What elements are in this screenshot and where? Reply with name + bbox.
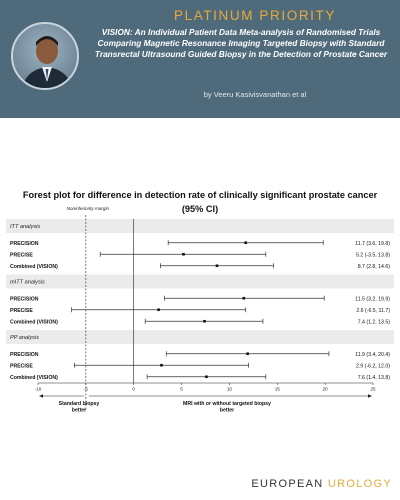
estimate-text: 7.4 (1.2, 13.5) — [357, 319, 390, 326]
estimate-text: 5.2 (-3.5, 13.8) — [355, 252, 390, 259]
left-arrow-head — [39, 394, 43, 398]
group-band — [6, 330, 394, 344]
journal-brand-part2: UROLOGY — [327, 478, 392, 490]
point-estimate — [242, 297, 245, 300]
estimate-text: 2.6 (-6.5, 11.7) — [356, 307, 390, 314]
estimate-text: 8.7 (2.8, 14.6) — [357, 263, 390, 270]
estimate-text: 2.9 (-6.2, 12.0) — [355, 363, 390, 370]
author-byline: by Veeru Kasivisvanathan et al — [203, 90, 307, 99]
author-photo — [11, 22, 79, 90]
group-label: mITT analysis — [10, 279, 45, 286]
right-direction-label: MRI with or without targeted biopsy better — [183, 401, 271, 414]
study-label: PRECISION — [10, 296, 39, 303]
left-direction-label: Standard biopsy better — [58, 401, 100, 414]
estimate-text: 11.5 (3.2, 19.9) — [355, 296, 390, 303]
estimate-text: 11.9 (3.4, 20.4) — [355, 351, 390, 358]
point-estimate — [160, 364, 163, 367]
x-tick-label: 0 — [132, 386, 135, 392]
study-label: Combined (VISION) — [10, 374, 58, 381]
point-estimate — [244, 241, 247, 244]
point-estimate — [182, 253, 185, 256]
x-tick-label: 20 — [322, 386, 328, 392]
right-arrow-head — [368, 394, 372, 398]
estimate-text: 11.7 (3.6, 19.8) — [355, 240, 390, 247]
point-estimate — [216, 264, 219, 267]
group-label: ITT analysis — [10, 224, 41, 230]
x-tick-label: 25 — [370, 386, 376, 392]
x-tick-label: 5 — [180, 386, 183, 392]
x-tick-label: -10 — [34, 386, 42, 392]
group-band — [6, 219, 394, 233]
x-tick-label: 10 — [226, 386, 232, 392]
x-tick-label: 15 — [274, 386, 280, 392]
point-estimate — [203, 320, 206, 323]
study-label: PRECISE — [10, 307, 33, 314]
journal-brand-part1: EUROPEAN — [251, 478, 328, 490]
article-headline: VISION: An Individual Patient Data Meta-analysis of Randomised Trials Comparing Magnetic Resonance Imaging Targeted Biopsy with Standard Transrectal Ultrasound Guided Biopsy in the Detection of Prostate Cancer — [94, 27, 388, 60]
point-estimate — [157, 308, 160, 311]
noninferiority-label: Noninferiority margin — [66, 206, 110, 212]
point-estimate — [246, 352, 249, 355]
study-label: PRECISE — [10, 363, 33, 370]
header-banner — [0, 0, 400, 118]
group-label: PP analysis — [10, 335, 40, 341]
estimate-text: 7.6 (1.4, 13.8) — [357, 374, 390, 381]
study-label: PRECISION — [10, 351, 39, 358]
point-estimate — [205, 375, 208, 378]
x-tick-label: -5 — [83, 386, 88, 392]
study-label: Combined (VISION) — [10, 263, 58, 270]
brand-label: PLATINUM PRIORITY — [174, 8, 336, 23]
study-label: Combined (VISION) — [10, 319, 58, 326]
forest-plot — [0, 205, 400, 420]
chart-title: Forest plot for difference in detection rate of clinically significant prostate cancer (95% CI) — [22, 190, 378, 214]
journal-brand — [0, 478, 392, 490]
study-label: PRECISE — [10, 252, 33, 259]
group-band — [6, 275, 394, 289]
author-portrait-icon — [13, 24, 79, 90]
study-label: PRECISION — [10, 240, 39, 247]
